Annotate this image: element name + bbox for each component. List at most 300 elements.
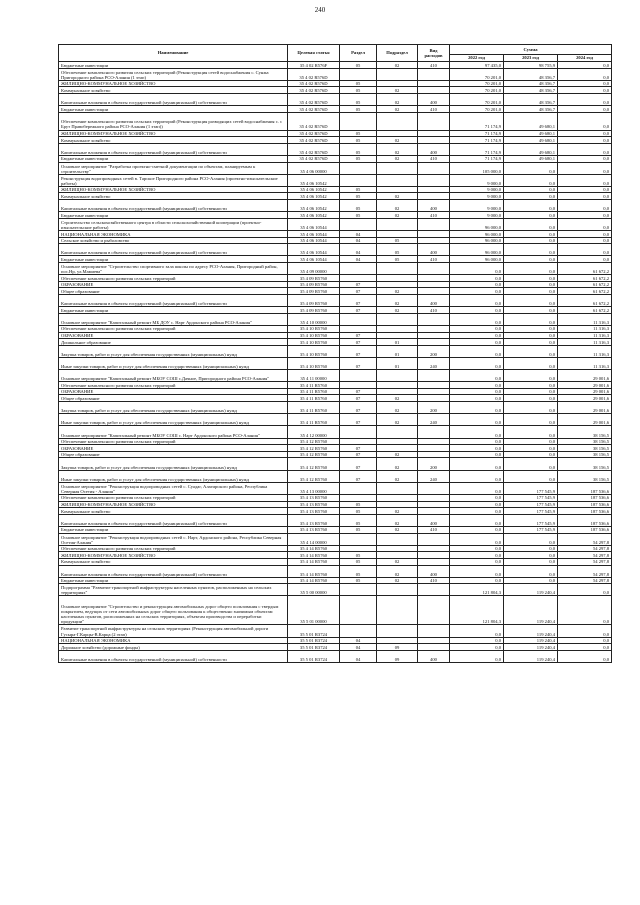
row-section: 05 — [340, 62, 377, 69]
row-section — [340, 162, 377, 174]
table-row — [59, 345, 612, 357]
row-subsection — [377, 370, 418, 382]
row-sum-2024: 38 156,5 — [558, 451, 612, 458]
row-sum-2022: 0,0 — [450, 508, 504, 515]
table-row — [59, 451, 612, 458]
row-name: ОБРАЗОВАНИЕ — [59, 332, 288, 339]
row-sum-2024: 0,0 — [558, 256, 612, 263]
row-expense-type — [418, 382, 450, 389]
row-sum-2023: 177 545,9 — [504, 482, 558, 494]
row-subsection: 02 — [377, 395, 418, 402]
row-section — [340, 112, 377, 130]
row-sum-2023: 177 545,9 — [504, 526, 558, 533]
row-subsection: 02 — [377, 577, 418, 584]
table-row — [59, 186, 612, 193]
row-section — [340, 426, 377, 438]
row-expense-type — [418, 162, 450, 174]
row-expense-type: 240 — [418, 470, 450, 482]
row-expense-type: 200 — [418, 345, 450, 357]
row-code: 35 4 11 R5760 — [288, 402, 340, 414]
row-code: 35 4 02 R576D — [288, 68, 340, 80]
row-sum-2024: 29 001,6 — [558, 414, 612, 426]
row-sum-2024: 54 297,8 — [558, 552, 612, 559]
row-section: 04 — [340, 244, 377, 256]
row-expense-type: 410 — [418, 526, 450, 533]
row-sum-2023: 119 240,4 — [504, 637, 558, 644]
table-row — [59, 625, 612, 637]
row-expense-type: 400 — [418, 514, 450, 526]
row-sum-2023: 0,0 — [504, 231, 558, 238]
row-subsection — [377, 332, 418, 339]
row-section: 07 — [340, 458, 377, 470]
row-sum-2024: 11 316,3 — [558, 325, 612, 332]
row-expense-type: 410 — [418, 577, 450, 584]
table-row — [59, 68, 612, 80]
row-name: Капитальные вложения в объекты государственной (муниципальной) собственности — [59, 514, 288, 526]
row-sum-2024: 54 297,8 — [558, 565, 612, 577]
row-expense-type — [418, 237, 450, 244]
row-sum-2022: 9 000,0 — [450, 212, 504, 219]
table-row — [59, 294, 612, 306]
row-section: 05 — [340, 137, 377, 144]
row-expense-type — [418, 231, 450, 238]
row-expense-type — [418, 426, 450, 438]
row-section: 07 — [340, 357, 377, 369]
row-name: Капитальные вложения в объекты государственной (муниципальной) собственности — [59, 143, 288, 155]
row-code: 35 4 09 R5760 — [288, 307, 340, 314]
row-section: 05 — [340, 508, 377, 515]
row-subsection: 02 — [377, 288, 418, 295]
row-sum-2022: 0,0 — [450, 565, 504, 577]
row-code: 35 4 14 R5760 — [288, 545, 340, 552]
table-row — [59, 256, 612, 263]
row-sum-2024: 0,0 — [558, 137, 612, 144]
table-row — [59, 307, 612, 314]
row-sum-2023: 0,0 — [504, 263, 558, 275]
row-code: 35 4 06 10542 — [288, 200, 340, 212]
table-row — [59, 332, 612, 339]
row-sum-2023: 0,0 — [504, 414, 558, 426]
row-sum-2023: 0,0 — [504, 256, 558, 263]
table-row — [59, 155, 612, 162]
row-sum-2022: 71 174,9 — [450, 155, 504, 162]
row-section: 07 — [340, 294, 377, 306]
row-sum-2023: 0,0 — [504, 174, 558, 186]
row-section: 07 — [340, 470, 377, 482]
row-section: 07 — [340, 445, 377, 452]
row-sum-2022: 0,0 — [450, 332, 504, 339]
table-header-row — [59, 45, 612, 55]
table-row — [59, 558, 612, 565]
row-expense-type — [418, 186, 450, 193]
row-subsection — [377, 388, 418, 395]
row-sum-2023: 0,0 — [504, 339, 558, 346]
row-subsection — [377, 596, 418, 625]
row-subsection: 01 — [377, 345, 418, 357]
row-sum-2022: 96 000,0 — [450, 237, 504, 244]
row-name: Закупка товаров, работ и услуг для обеспечения государственных (муниципальных) нужд — [59, 458, 288, 470]
row-sum-2022: 0,0 — [450, 501, 504, 508]
row-expense-type — [418, 501, 450, 508]
row-name: ЖИЛИЩНО-КОММУНАЛЬНОЕ ХОЗЯЙСТВО — [59, 186, 288, 193]
row-name: Обеспечение комплексного развития сельских территорий (Реконструкция разводящих сетей водоснабжения с. с Брут Правобережного района РСО-Алания (1 этап)) — [59, 112, 288, 130]
header-code: Целевая статья — [288, 45, 340, 62]
row-sum-2024: 0,0 — [558, 212, 612, 219]
row-sum-2024: 61 672,2 — [558, 281, 612, 288]
table-row — [59, 143, 612, 155]
row-name: Капитальные вложения в объекты государственной (муниципальной) собственности — [59, 565, 288, 577]
row-sum-2023: 48 356,7 — [504, 68, 558, 80]
row-name: ЖИЛИЩНО-КОММУНАЛЬНОЕ ХОЗЯЙСТВО — [59, 80, 288, 87]
row-expense-type — [418, 112, 450, 130]
row-name: Основное мероприятие "Реконструкция водопроводных сетей с. Нарт, Ардонского района, Республика Северная Осетия-Алания" — [59, 533, 288, 545]
row-sum-2022: 0,0 — [450, 650, 504, 662]
header-section: Раздел — [340, 45, 377, 62]
row-subsection — [377, 552, 418, 559]
row-subsection: 02 — [377, 508, 418, 515]
row-sum-2024: 187 536,6 — [558, 501, 612, 508]
row-code: 35 4 02 R576D — [288, 130, 340, 137]
row-code: 35 4 06 10544 — [288, 244, 340, 256]
row-name: ОБРАЗОВАНИЕ — [59, 388, 288, 395]
row-sum-2022: 70 201,0 — [450, 93, 504, 105]
row-expense-type — [418, 332, 450, 339]
row-section: 05 — [340, 186, 377, 193]
row-section — [340, 533, 377, 545]
row-section: 07 — [340, 395, 377, 402]
row-sum-2022: 121 804,3 — [450, 596, 504, 625]
row-code: 35 4 06 00000 — [288, 162, 340, 174]
row-subsection — [377, 494, 418, 501]
table-row — [59, 414, 612, 426]
table-row — [59, 263, 612, 275]
row-sum-2023: 0,0 — [504, 382, 558, 389]
row-expense-type — [418, 482, 450, 494]
table-row — [59, 357, 612, 369]
row-subsection: 02 — [377, 93, 418, 105]
row-sum-2024: 0,0 — [558, 625, 612, 637]
row-subsection: 02 — [377, 193, 418, 200]
row-section: 05 — [340, 80, 377, 87]
row-section: 07 — [340, 451, 377, 458]
row-section: 05 — [340, 87, 377, 94]
row-section: 05 — [340, 200, 377, 212]
row-code: 35 4 13 R5760 — [288, 494, 340, 501]
row-code: 35 4 06 10542 — [288, 193, 340, 200]
row-sum-2022: 70 201,0 — [450, 80, 504, 87]
row-code: 35 4 02 R576D — [288, 155, 340, 162]
row-section: 05 — [340, 193, 377, 200]
row-name: Капитальные вложения в объекты государственной (муниципальной) собственности — [59, 93, 288, 105]
row-code: 35 4 06 10544 — [288, 256, 340, 263]
row-subsection — [377, 80, 418, 87]
table-row — [59, 508, 612, 515]
table-row — [59, 388, 612, 395]
table-row — [59, 445, 612, 452]
row-sum-2023: 0,0 — [504, 370, 558, 382]
row-sum-2023: 0,0 — [504, 313, 558, 325]
row-expense-type — [418, 193, 450, 200]
row-subsection — [377, 162, 418, 174]
row-subsection: 02 — [377, 294, 418, 306]
row-code: 35 4 09 R5760 — [288, 288, 340, 295]
page-number: 240 — [314, 6, 326, 14]
row-sum-2023: 0,0 — [504, 325, 558, 332]
row-sum-2024: 0,0 — [558, 231, 612, 238]
row-name: Дошкольное образование — [59, 339, 288, 346]
row-sum-2023: 49 680,1 — [504, 130, 558, 137]
row-sum-2023: 49 680,1 — [504, 112, 558, 130]
row-sum-2024: 0,0 — [558, 87, 612, 94]
row-sum-2023: 49 680,1 — [504, 137, 558, 144]
row-code: 35 4 06 10542 — [288, 174, 340, 186]
row-expense-type: 400 — [418, 650, 450, 662]
row-subsection: 02 — [377, 514, 418, 526]
row-name: Общее образование — [59, 451, 288, 458]
header-year-2023: 2023 год — [504, 55, 558, 62]
table-row — [59, 514, 612, 526]
table-row — [59, 80, 612, 87]
row-subsection — [377, 625, 418, 637]
row-section: 07 — [340, 339, 377, 346]
row-code: 35 4 12 R5760 — [288, 445, 340, 452]
row-sum-2023: 48 356,7 — [504, 93, 558, 105]
row-code: 35 4 09 R5760 — [288, 275, 340, 282]
row-sum-2023: 0,0 — [504, 345, 558, 357]
row-expense-type — [418, 494, 450, 501]
row-subsection: 05 — [377, 256, 418, 263]
row-sum-2022: 0,0 — [450, 281, 504, 288]
row-subsection — [377, 501, 418, 508]
row-sum-2022: 0,0 — [450, 313, 504, 325]
row-sum-2024: 54 297,8 — [558, 577, 612, 584]
row-subsection — [377, 545, 418, 552]
row-name: Бюджетные инвестиции — [59, 256, 288, 263]
row-sum-2024: 0,0 — [558, 637, 612, 644]
row-code: 35 4 13 R5760 — [288, 508, 340, 515]
row-code: 35 4 11 R5760 — [288, 382, 340, 389]
row-sum-2022: 0,0 — [450, 451, 504, 458]
row-sum-2023: 0,0 — [504, 388, 558, 395]
row-name: Капитальные вложения в объекты государственной (муниципальной) собственности — [59, 294, 288, 306]
row-subsection: 02 — [377, 451, 418, 458]
row-sum-2023: 0,0 — [504, 451, 558, 458]
row-sum-2022: 0,0 — [450, 426, 504, 438]
row-sum-2022: 70 201,0 — [450, 106, 504, 113]
row-subsection — [377, 445, 418, 452]
row-code: 35 4 02 R576D — [288, 143, 340, 155]
row-name: Закупка товаров, работ и услуг для обеспечения государственных (муниципальных) нужд — [59, 402, 288, 414]
row-sum-2024: 54 297,8 — [558, 545, 612, 552]
row-expense-type — [418, 325, 450, 332]
row-sum-2022: 0,0 — [450, 275, 504, 282]
row-name: ОБРАЗОВАНИЕ — [59, 281, 288, 288]
row-subsection: 02 — [377, 137, 418, 144]
row-sum-2024: 0,0 — [558, 162, 612, 174]
row-sum-2023: 48 356,7 — [504, 80, 558, 87]
row-name: Обеспечение комплексного развития сельских территорий — [59, 325, 288, 332]
row-sum-2022: 9 000,0 — [450, 200, 504, 212]
row-section: 07 — [340, 345, 377, 357]
table-row — [59, 137, 612, 144]
row-sum-2022: 0,0 — [450, 263, 504, 275]
row-expense-type — [418, 288, 450, 295]
row-code: 35 4 06 10544 — [288, 231, 340, 238]
row-code: 35 5 01 R3724 — [288, 650, 340, 662]
row-name: Иные закупки товаров, работ и услуг для обеспечения государственных (муниципальных) нужд — [59, 470, 288, 482]
row-sum-2022: 71 174,9 — [450, 143, 504, 155]
row-sum-2024: 0,0 — [558, 68, 612, 80]
table-row — [59, 112, 612, 130]
row-code: 35 4 02 R576D — [288, 137, 340, 144]
header-name: Наименование — [59, 45, 288, 62]
row-sum-2023: 177 545,9 — [504, 508, 558, 515]
row-sum-2022: 97 435,0 — [450, 62, 504, 69]
row-expense-type — [418, 313, 450, 325]
row-section: 05 — [340, 93, 377, 105]
row-sum-2024: 11 316,3 — [558, 357, 612, 369]
row-subsection — [377, 231, 418, 238]
row-section: 04 — [340, 256, 377, 263]
row-section: 05 — [340, 130, 377, 137]
table-row — [59, 494, 612, 501]
table-row — [59, 87, 612, 94]
table-row — [59, 212, 612, 219]
row-sum-2024: 187 536,6 — [558, 494, 612, 501]
row-section: 07 — [340, 288, 377, 295]
row-sum-2022: 0,0 — [450, 445, 504, 452]
row-expense-type — [418, 508, 450, 515]
row-sum-2024: 0,0 — [558, 644, 612, 651]
row-expense-type — [418, 68, 450, 80]
row-sum-2022: 96 000,0 — [450, 244, 504, 256]
row-sum-2023: 0,0 — [504, 332, 558, 339]
row-sum-2023: 0,0 — [504, 193, 558, 200]
row-sum-2024: 38 156,5 — [558, 445, 612, 452]
row-expense-type — [418, 263, 450, 275]
row-expense-type: 400 — [418, 565, 450, 577]
row-subsection — [377, 275, 418, 282]
row-subsection: 09 — [377, 650, 418, 662]
row-sum-2024: 38 156,5 — [558, 458, 612, 470]
row-sum-2022: 0,0 — [450, 526, 504, 533]
row-sum-2024: 0,0 — [558, 584, 612, 596]
row-sum-2024: 38 156,5 — [558, 470, 612, 482]
row-sum-2023: 0,0 — [504, 458, 558, 470]
row-expense-type — [418, 174, 450, 186]
row-sum-2023: 0,0 — [504, 395, 558, 402]
row-sum-2024: 0,0 — [558, 80, 612, 87]
row-name: Коммунальное хозяйство — [59, 193, 288, 200]
row-code: 35 4 10 R5760 — [288, 325, 340, 332]
row-subsection: 02 — [377, 458, 418, 470]
row-sum-2024: 38 156,5 — [558, 438, 612, 445]
row-name: Бюджетные инвестиции — [59, 155, 288, 162]
row-code: 35 4 11 R5760 — [288, 395, 340, 402]
row-sum-2024: 0,0 — [558, 200, 612, 212]
row-subsection: 01 — [377, 357, 418, 369]
table-row — [59, 313, 612, 325]
row-expense-type — [418, 281, 450, 288]
row-name: Иные закупки товаров, работ и услуг для обеспечения государственных (муниципальных) нужд — [59, 414, 288, 426]
row-sum-2023: 0,0 — [504, 558, 558, 565]
row-code: 35 5 01 R3724 — [288, 625, 340, 637]
header-year-2024: 2024 год — [558, 55, 612, 62]
row-name: Реконструкция водопроводных сетей в. Тарское Пригородного района РСО-Алания (проектно-изыскательские работы) — [59, 174, 288, 186]
row-section: 07 — [340, 388, 377, 395]
row-section: 04 — [340, 237, 377, 244]
row-sum-2023: 0,0 — [504, 218, 558, 230]
row-sum-2022: 0,0 — [450, 533, 504, 545]
row-name: НАЦИОНАЛЬНАЯ ЭКОНОМИКА — [59, 231, 288, 238]
row-subsection: 02 — [377, 62, 418, 69]
row-sum-2022: 0,0 — [450, 294, 504, 306]
table-row — [59, 395, 612, 402]
row-sum-2022: 0,0 — [450, 345, 504, 357]
row-code: 35 4 14 R5760 — [288, 558, 340, 565]
row-sum-2022: 0,0 — [450, 438, 504, 445]
row-code: 35 4 14 R5760 — [288, 577, 340, 584]
row-code: 35 4 11 R5760 — [288, 388, 340, 395]
row-subsection — [377, 426, 418, 438]
row-sum-2022: 0,0 — [450, 552, 504, 559]
row-sum-2024: 61 672,2 — [558, 307, 612, 314]
row-sum-2023: 0,0 — [504, 186, 558, 193]
row-code: 35 4 06 10542 — [288, 186, 340, 193]
row-name: Основное мероприятие "Строительство спортивного зала школы по адресу РСО-Алания, Пригородный район, пос.Нр, ул.Мамиева" — [59, 263, 288, 275]
table-row — [59, 174, 612, 186]
row-expense-type: 200 — [418, 402, 450, 414]
row-sum-2023: 119 240,4 — [504, 596, 558, 625]
table-row — [59, 533, 612, 545]
row-section — [340, 174, 377, 186]
row-expense-type — [418, 275, 450, 282]
row-sum-2022: 96 000,0 — [450, 218, 504, 230]
row-expense-type: 410 — [418, 307, 450, 314]
row-sum-2023: 0,0 — [504, 244, 558, 256]
row-subsection: 02 — [377, 87, 418, 94]
row-section: 05 — [340, 577, 377, 584]
row-section — [340, 275, 377, 282]
row-subsection — [377, 313, 418, 325]
row-sum-2024: 0,0 — [558, 143, 612, 155]
row-section: 07 — [340, 332, 377, 339]
row-sum-2022: 9 000,0 — [450, 193, 504, 200]
row-expense-type — [418, 218, 450, 230]
row-sum-2023: 0,0 — [504, 545, 558, 552]
row-sum-2023: 0,0 — [504, 470, 558, 482]
row-sum-2023: 0,0 — [504, 402, 558, 414]
row-section: 04 — [340, 231, 377, 238]
row-sum-2023: 0,0 — [504, 237, 558, 244]
row-sum-2022: 0,0 — [450, 558, 504, 565]
table-body — [59, 62, 612, 663]
row-sum-2023: 0,0 — [504, 357, 558, 369]
row-sum-2023: 0,0 — [504, 212, 558, 219]
row-sum-2024: 61 672,2 — [558, 275, 612, 282]
row-subsection: 05 — [377, 244, 418, 256]
row-code: 35 4 10 R5760 — [288, 339, 340, 346]
row-sum-2022: 9 000,0 — [450, 174, 504, 186]
row-sum-2022: 0,0 — [450, 482, 504, 494]
row-name: Бюджетные инвестиции — [59, 62, 288, 69]
row-sum-2022: 0,0 — [450, 414, 504, 426]
row-section: 07 — [340, 402, 377, 414]
row-sum-2024: 0,0 — [558, 174, 612, 186]
row-sum-2023: 119 240,4 — [504, 625, 558, 637]
table-row — [59, 438, 612, 445]
row-name: Основное мероприятие "Реконструкция водопроводных сетей с. Суадаг, Алагирского района, Республика Северная Осетия - Алания" — [59, 482, 288, 494]
